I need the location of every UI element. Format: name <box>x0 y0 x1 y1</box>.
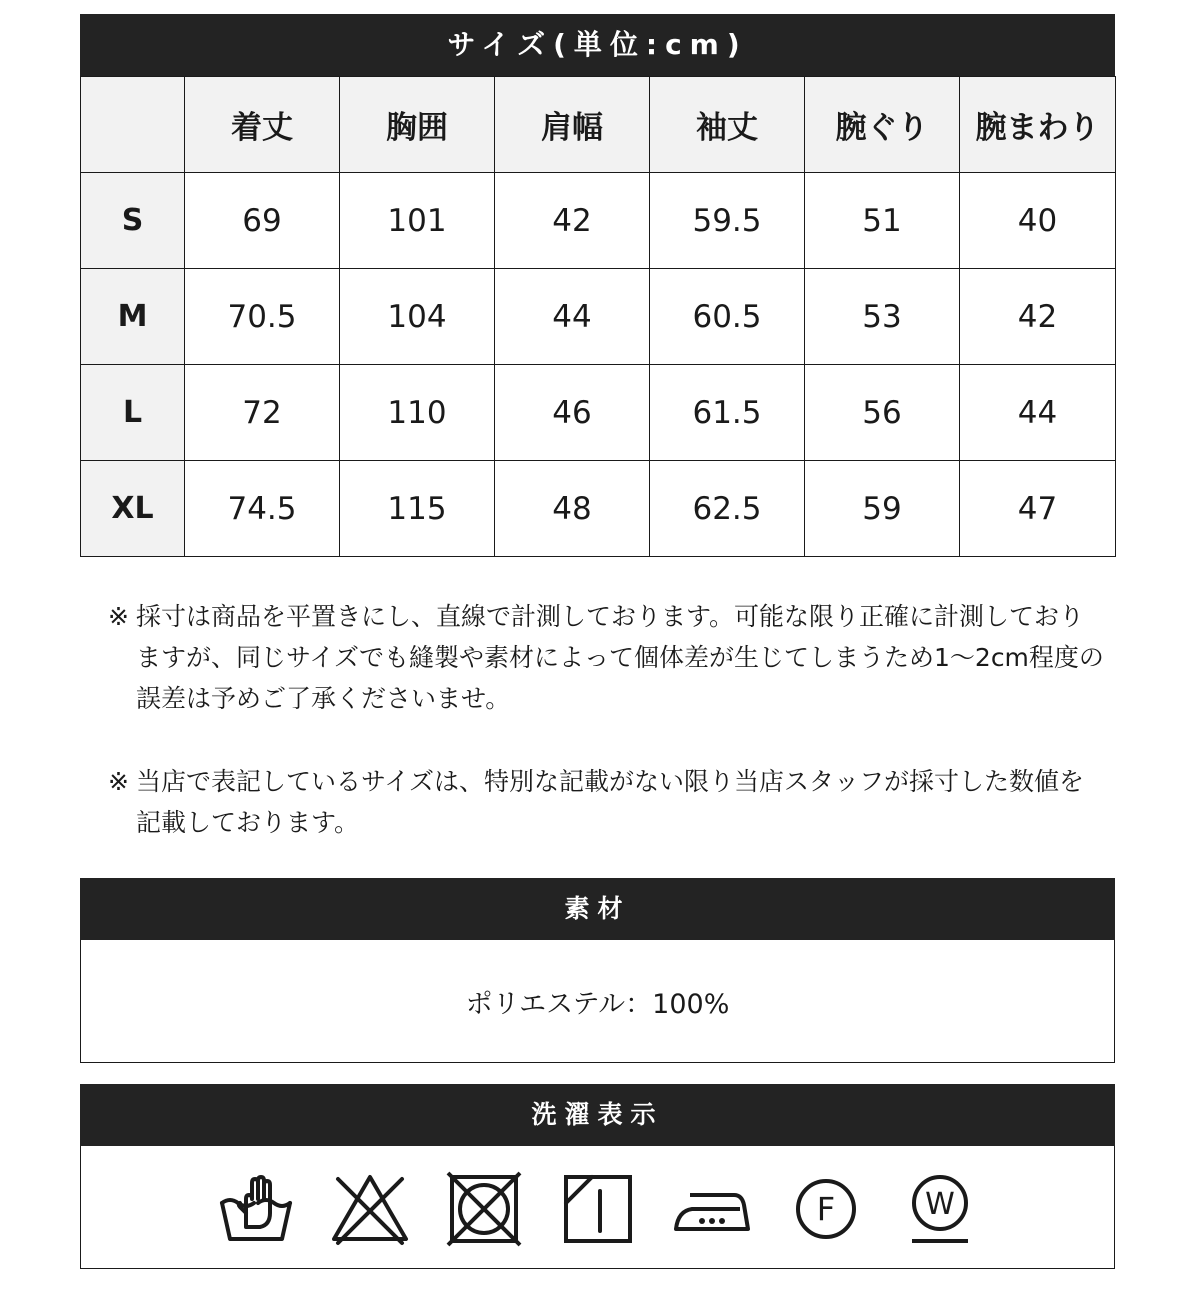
table-cell: 46 <box>495 365 650 461</box>
size-table <box>80 76 1116 557</box>
table-cell: 104 <box>340 269 495 365</box>
size-chart-title: サイズ(単位:cm) <box>80 14 1115 76</box>
size-chart-section <box>80 14 1115 557</box>
table-row <box>81 173 1116 269</box>
note-mark: ※ <box>108 602 129 631</box>
iron-low-icon <box>672 1169 752 1249</box>
measurement-note <box>108 596 1108 719</box>
size-label: L <box>81 365 185 461</box>
table-cell: 44 <box>495 269 650 365</box>
table-cell: 48 <box>495 461 650 557</box>
table-cell: 60.5 <box>650 269 805 365</box>
table-cell: 42 <box>495 173 650 269</box>
table-cell: 115 <box>340 461 495 557</box>
column-header-sleeve: 袖丈 <box>650 77 805 173</box>
care-icons-row <box>80 1146 1115 1269</box>
dry-clean-f-icon <box>786 1169 866 1249</box>
material-text: ポリエステル：100% <box>465 988 730 1020</box>
no-tumble-dry-icon <box>444 1169 524 1249</box>
column-header-arm-circumference: 腕まわり <box>960 77 1116 173</box>
table-cell: 56 <box>805 365 960 461</box>
table-cell: 69 <box>185 173 340 269</box>
notes-block <box>108 596 1108 843</box>
table-row <box>81 365 1116 461</box>
table-cell: 61.5 <box>650 365 805 461</box>
table-cell: 51 <box>805 173 960 269</box>
material-box <box>80 940 1115 1063</box>
note-text: 採寸は商品を平置きにし、直線で計測しております。可能な限り正確に計測しておりますが、同じサイズでも縫製や素材によって個体差が生じてしまうため1～2cm程度の誤差は予めご了承くださいませ。 <box>136 602 1104 713</box>
table-cell: 47 <box>960 461 1116 557</box>
column-header-blank <box>81 77 185 173</box>
table-cell: 74.5 <box>185 461 340 557</box>
size-label: XL <box>81 461 185 557</box>
table-cell: 59 <box>805 461 960 557</box>
care-title: 洗濯表示 <box>80 1084 1115 1146</box>
table-cell: 110 <box>340 365 495 461</box>
size-label: M <box>81 269 185 365</box>
dry-clean-letter: F <box>816 1190 835 1228</box>
no-bleach-icon <box>330 1169 410 1249</box>
table-cell: 72 <box>185 365 340 461</box>
column-header-shoulder: 肩幅 <box>495 77 650 173</box>
table-cell: 70.5 <box>185 269 340 365</box>
hand-wash-icon <box>216 1169 296 1249</box>
size-label: S <box>81 173 185 269</box>
table-cell: 101 <box>340 173 495 269</box>
table-cell: 40 <box>960 173 1116 269</box>
table-cell: 59.5 <box>650 173 805 269</box>
note-text: 当店で表記しているサイズは、特別な記載がない限り当店スタッフが採寸した数値を記載しております。 <box>136 767 1085 837</box>
note-mark: ※ <box>108 767 129 796</box>
table-cell: 42 <box>960 269 1116 365</box>
table-row <box>81 461 1116 557</box>
wet-clean-w-icon <box>900 1169 980 1249</box>
column-header-length: 着丈 <box>185 77 340 173</box>
table-cell: 44 <box>960 365 1116 461</box>
material-section <box>80 878 1115 1063</box>
drip-dry-icon <box>558 1169 638 1249</box>
material-title: 素材 <box>80 878 1115 940</box>
table-cell: 62.5 <box>650 461 805 557</box>
column-header-chest: 胸囲 <box>340 77 495 173</box>
wet-clean-letter: W <box>924 1187 955 1222</box>
table-cell: 53 <box>805 269 960 365</box>
table-row <box>81 269 1116 365</box>
size-table-header-row <box>81 77 1116 173</box>
size-source-note <box>108 761 1108 843</box>
column-header-armhole: 腕ぐり <box>805 77 960 173</box>
care-section <box>80 1084 1115 1269</box>
